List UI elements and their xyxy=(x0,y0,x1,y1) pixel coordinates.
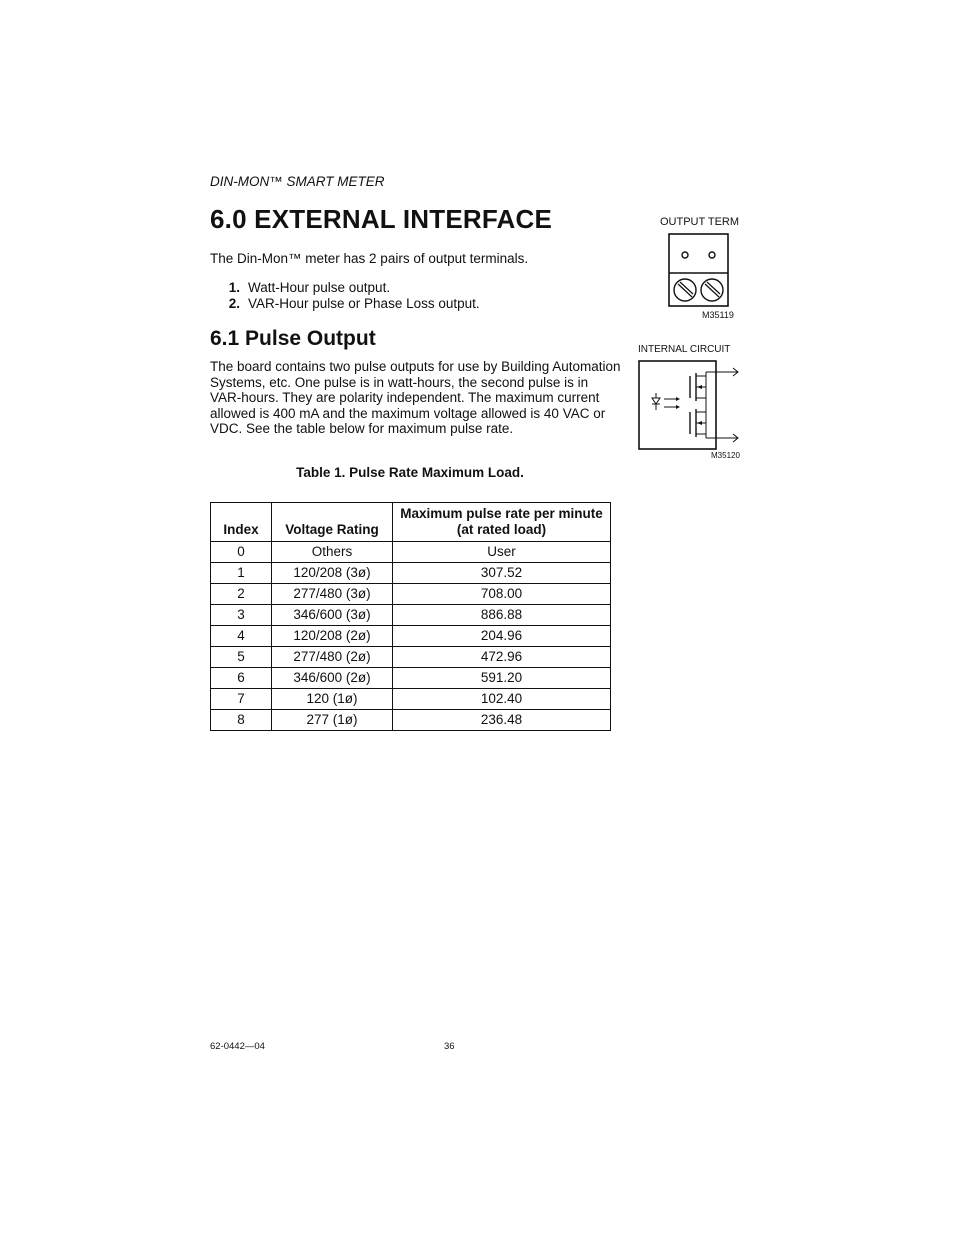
output-term-label: OUTPUT TERM xyxy=(660,216,740,228)
table-caption: Table 1. Pulse Rate Maximum Load. xyxy=(296,465,524,480)
list-number: 2. xyxy=(228,296,240,311)
cell-rate: User xyxy=(393,542,611,563)
cell-index: 5 xyxy=(211,647,272,668)
table-row xyxy=(211,563,611,584)
output-term-code: M35119 xyxy=(702,310,734,320)
cell-rate: 307.52 xyxy=(393,563,611,584)
internal-circuit-code: M35120 xyxy=(711,451,740,460)
cell-index: 0 xyxy=(211,542,272,563)
intro-text: The Din-Mon™ meter has 2 pairs of output terminals. xyxy=(210,251,529,266)
table-row xyxy=(211,710,611,731)
cell-rate: 708.00 xyxy=(393,584,611,605)
header-index: Index xyxy=(211,503,272,542)
list-number: 1. xyxy=(228,280,240,295)
table-row xyxy=(211,668,611,689)
internal-circuit-label: INTERNAL CIRCUIT xyxy=(638,344,731,355)
page-number: 36 xyxy=(444,1041,455,1052)
table-row xyxy=(211,689,611,710)
cell-index: 1 xyxy=(211,563,272,584)
list-item xyxy=(210,296,480,312)
output-arrow-icon xyxy=(706,368,738,376)
cell-index: 8 xyxy=(211,710,272,731)
output-arrow-icon xyxy=(706,434,738,442)
cell-voltage: 277/480 (3ø) xyxy=(272,584,393,605)
header-voltage-rating: Voltage Rating xyxy=(272,503,393,542)
header-max-pulse-rate: Maximum pulse rate per minute (at rated load) xyxy=(393,503,611,542)
cell-voltage: Others xyxy=(272,542,393,563)
running-head: DIN-MON™ SMART METER xyxy=(210,174,385,189)
table-row xyxy=(211,647,611,668)
cell-voltage: 120 (1ø) xyxy=(272,689,393,710)
section-title: 6.0 EXTERNAL INTERFACE xyxy=(210,204,552,234)
terminal-screw-icon xyxy=(701,279,723,301)
cell-rate: 591.20 xyxy=(393,668,611,689)
cell-index: 3 xyxy=(211,605,272,626)
internal-circuit-diagram xyxy=(636,358,742,452)
table-row xyxy=(211,542,611,563)
cell-index: 4 xyxy=(211,626,272,647)
list-text: Watt-Hour pulse output. xyxy=(248,280,391,295)
cell-rate: 236.48 xyxy=(393,710,611,731)
cell-rate: 886.88 xyxy=(393,605,611,626)
output-terminal-diagram xyxy=(665,231,733,311)
cell-voltage: 346/600 (2ø) xyxy=(272,668,393,689)
terminal-screw-icon xyxy=(674,279,696,301)
table-row xyxy=(211,605,611,626)
table-row xyxy=(211,626,611,647)
terminal-hole-icon xyxy=(682,252,688,258)
cell-voltage: 346/600 (3ø) xyxy=(272,605,393,626)
document-number: 62-0442—04 xyxy=(210,1041,265,1052)
cell-index: 2 xyxy=(211,584,272,605)
cell-voltage: 277/480 (2ø) xyxy=(272,647,393,668)
cell-rate: 204.96 xyxy=(393,626,611,647)
table-header-row xyxy=(211,503,611,542)
pulse-rate-table xyxy=(210,502,611,731)
pulse-output-paragraph: The board contains two pulse outputs for use by Building Automation Systems, etc. One pulse is in watt-hours, the second pulse is in VAR-hours. They are polarity independent. The maximum current allowed is 400 mA and the maximum voltage allowed is 40 VAC or VDC. See the table below for maximum pulse rate. xyxy=(210,359,621,437)
cell-rate: 102.40 xyxy=(393,689,611,710)
cell-rate: 472.96 xyxy=(393,647,611,668)
mosfet-icon xyxy=(690,373,706,401)
terminal-hole-icon xyxy=(709,252,715,258)
cell-index: 6 xyxy=(211,668,272,689)
list-item xyxy=(210,280,480,296)
output-terminal-list xyxy=(210,280,480,312)
led-icon xyxy=(652,393,680,410)
mosfet-icon xyxy=(690,409,706,437)
circuit-outline xyxy=(639,361,716,449)
cell-voltage: 120/208 (2ø) xyxy=(272,626,393,647)
subsection-title: 6.1 Pulse Output xyxy=(210,327,376,350)
cell-voltage: 277 (1ø) xyxy=(272,710,393,731)
table-row xyxy=(211,584,611,605)
cell-index: 7 xyxy=(211,689,272,710)
terminal-block-outline xyxy=(669,234,728,306)
list-text: VAR-Hour pulse or Phase Loss output. xyxy=(248,296,480,311)
cell-voltage: 120/208 (3ø) xyxy=(272,563,393,584)
